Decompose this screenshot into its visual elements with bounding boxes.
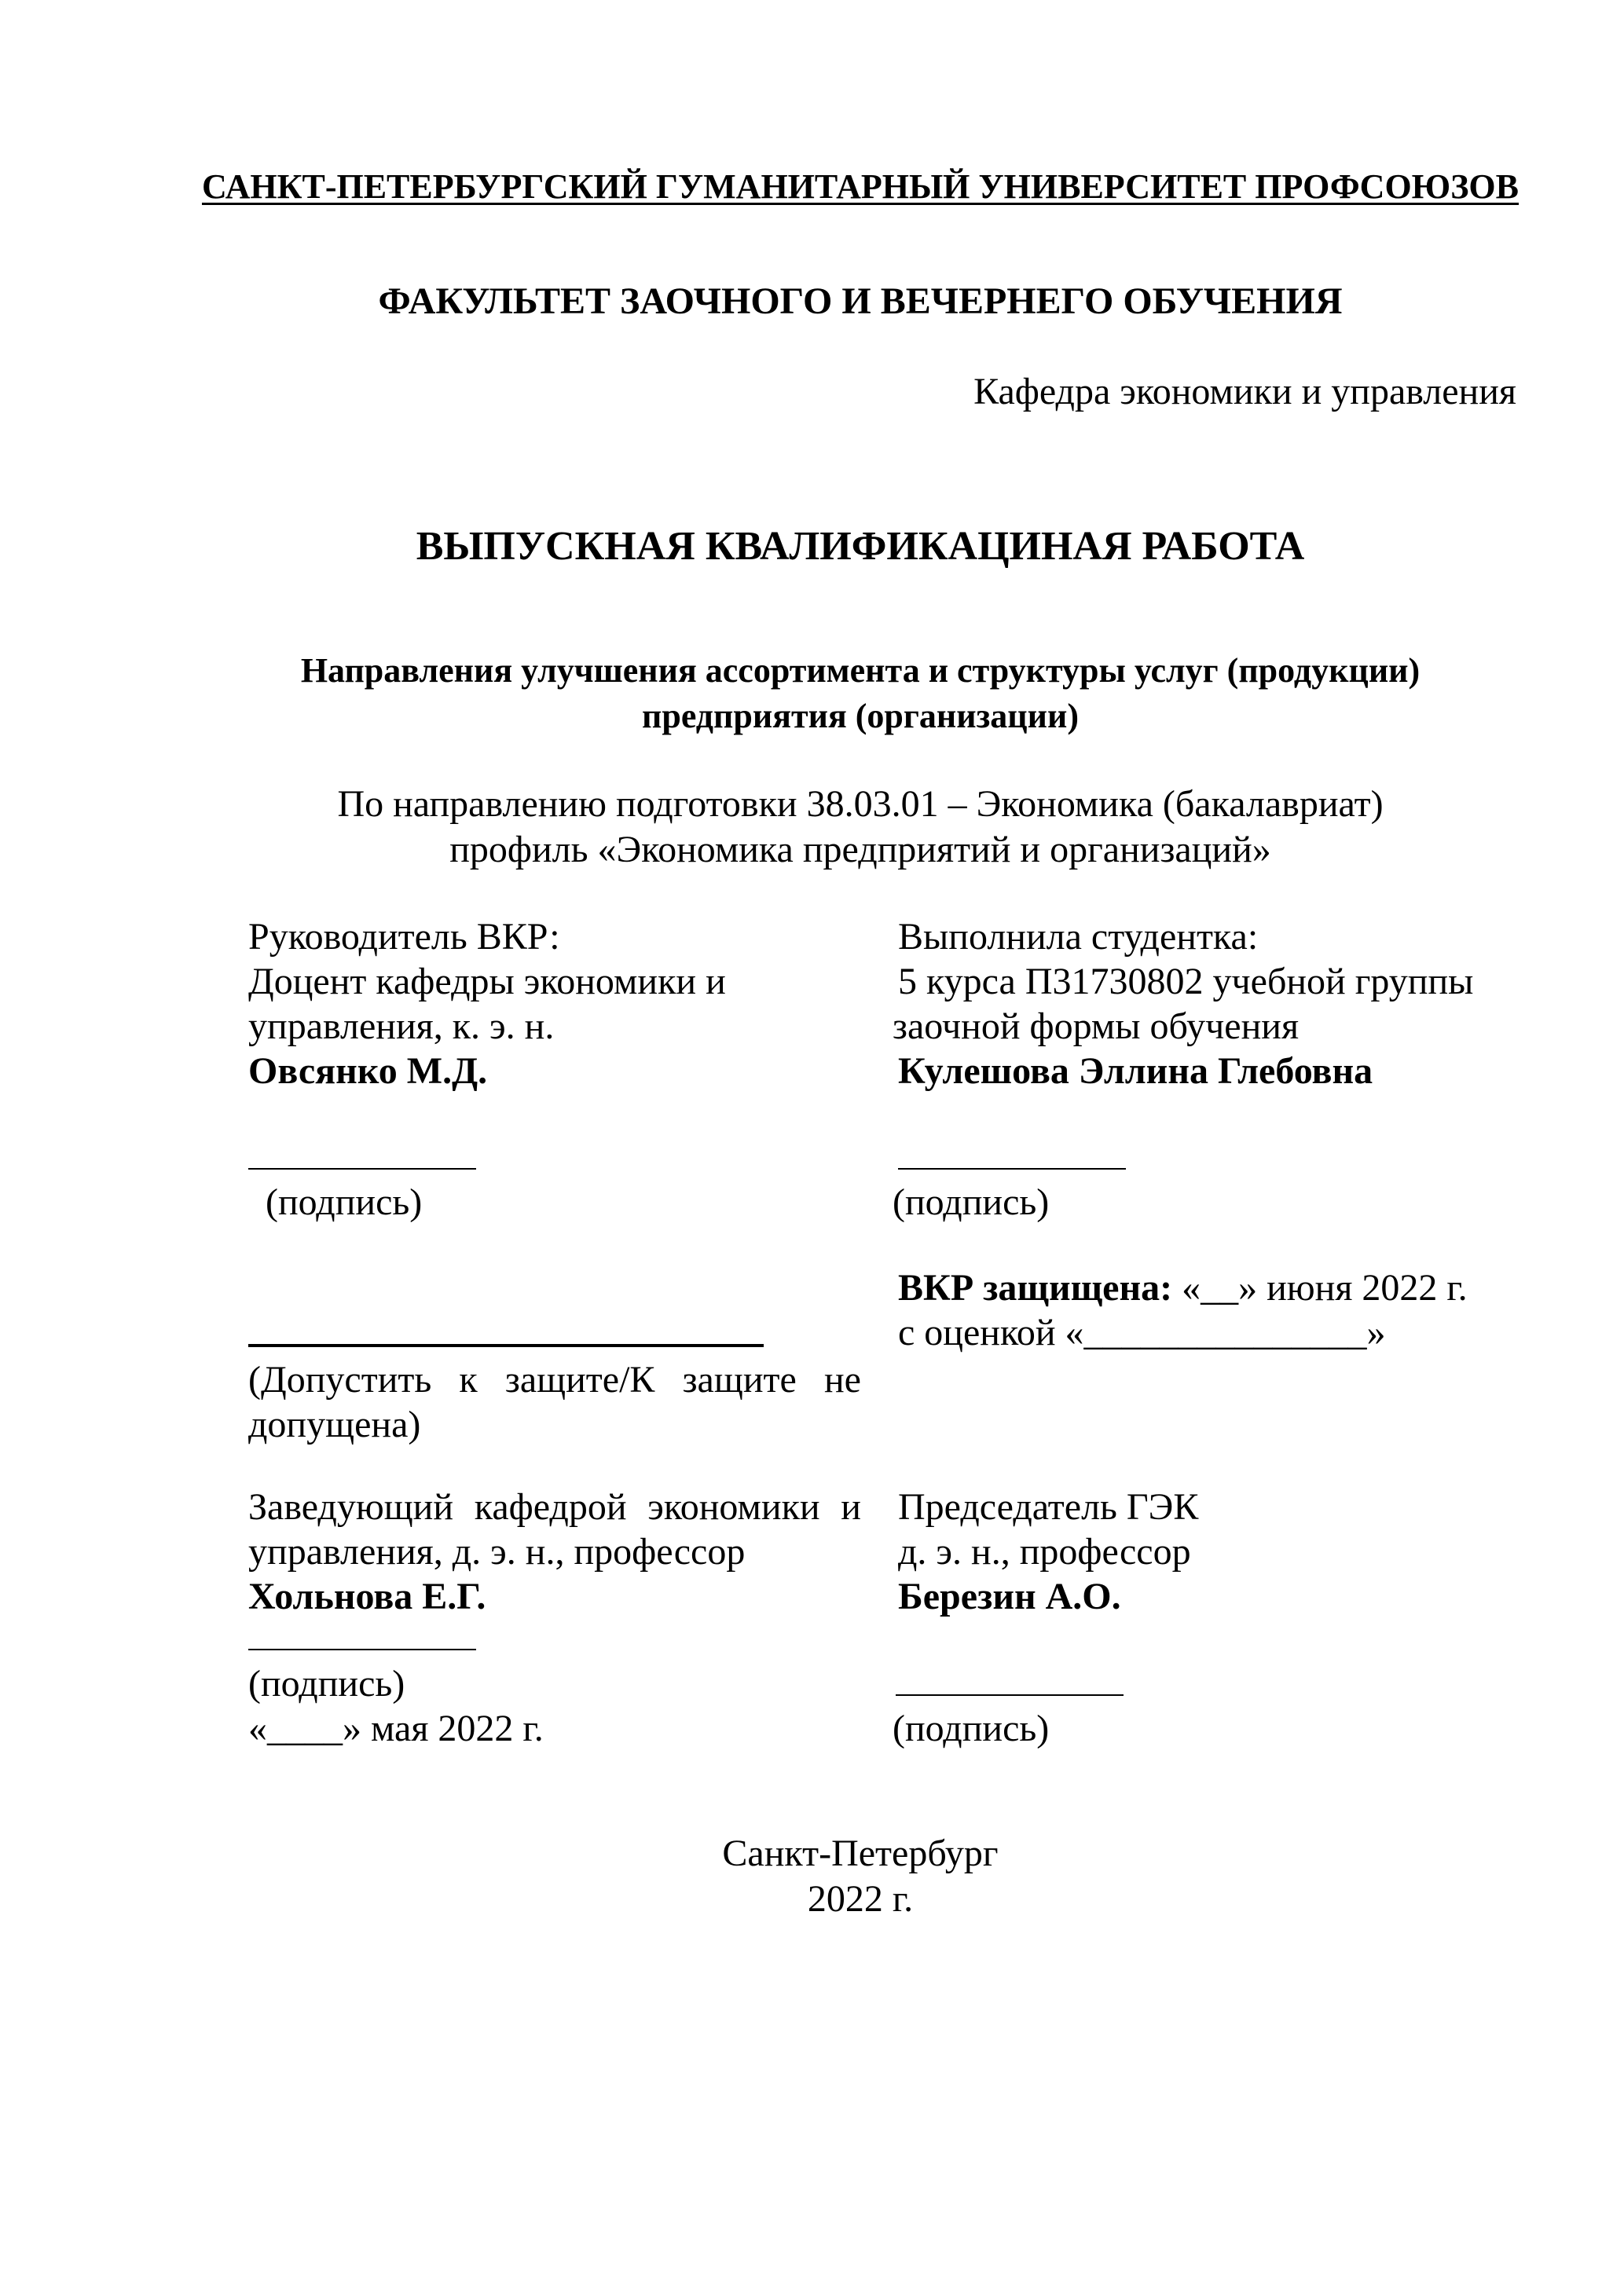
direction-line2: профиль «Экономика предприятий и организаций» — [449, 829, 1271, 870]
head-signature-caption: (подпись) — [248, 1663, 405, 1705]
department-name: Кафедра экономики и управления — [973, 371, 1516, 412]
university-name: САНКТ-ПЕТЕРБУРГСКИЙ ГУМАНИТАРНЫЙ УНИВЕРСИТЕТ ПРОФСОЮЗОВ — [201, 167, 1520, 206]
work-title-line1: Направления улучшения ассортимента и структуры услуг (продукции) — [300, 651, 1421, 690]
head-name: Хольнова Е.Г. — [248, 1576, 486, 1617]
defense-date — [898, 1265, 1468, 1311]
admission-word-5: не — [823, 1359, 861, 1401]
supervisor-label: Руководитель ВКР: — [248, 916, 560, 958]
footer-city: Санкт-Петербург — [722, 1833, 999, 1874]
defense-grade: с оценкой «_______________» — [898, 1312, 1386, 1353]
admission-word-2: к — [459, 1359, 478, 1401]
admission-caption-line2: допущена) — [248, 1404, 421, 1445]
supervisor-position-line1: Доцент кафедры экономики и — [248, 961, 726, 1002]
head-title-line1 — [248, 1485, 861, 1530]
defense-date-text: «__» июня 2022 г. — [1172, 1267, 1468, 1309]
defense-label: ВКР защищена: — [898, 1267, 1173, 1309]
chairman-name: Березин А.О. — [898, 1576, 1121, 1617]
faculty-name: ФАКУЛЬТЕТ ЗАОЧНОГО И ВЕЧЕРНЕГО ОБУЧЕНИЯ — [378, 280, 1343, 322]
chairman-title: Председатель ГЭК — [898, 1486, 1199, 1528]
admission-signature-line — [248, 1344, 764, 1347]
head-date: «____» мая 2022 г. — [248, 1708, 544, 1749]
supervisor-signature-line — [248, 1168, 476, 1170]
head-title-word-4: и — [841, 1486, 861, 1528]
chairman-signature-caption: (подпись) — [893, 1708, 1050, 1749]
admission-word-1: (Допустить — [248, 1359, 432, 1401]
head-signature-line — [248, 1649, 476, 1650]
admission-word-4: защите — [682, 1359, 797, 1401]
chairman-signature-line — [896, 1694, 1124, 1696]
head-title-word-2: кафедрой — [474, 1486, 627, 1528]
work-type: ВЫПУСКНАЯ КВАЛИФИКАЦИНАЯ РАБОТА — [416, 524, 1305, 569]
admission-word-3: защите/К — [504, 1359, 655, 1401]
student-info-line2: заочной формы обучения — [893, 1005, 1300, 1047]
admission-caption-line1 — [248, 1357, 861, 1403]
head-title-word-1: Заведующий — [248, 1486, 454, 1528]
student-signature-caption: (подпись) — [893, 1181, 1050, 1223]
head-title-line2: управления, д. э. н., профессор — [248, 1531, 746, 1573]
student-info-line1: 5 курса П31730802 учебной группы — [898, 961, 1474, 1002]
work-title-line2: предприятия (организации) — [642, 697, 1079, 735]
supervisor-position-line2: управления, к. э. н. — [248, 1005, 555, 1047]
supervisor-signature-caption: (подпись) — [266, 1181, 423, 1223]
student-signature-line — [898, 1168, 1126, 1170]
chairman-degree: д. э. н., профессор — [898, 1531, 1191, 1573]
footer-year: 2022 г. — [807, 1878, 914, 1920]
student-label: Выполнила студентка: — [898, 916, 1259, 958]
supervisor-name: Овсянко М.Д. — [248, 1050, 488, 1092]
direction-line1: По направлению подготовки 38.03.01 – Экономика (бакалавриат) — [337, 783, 1384, 825]
head-title-word-3: экономики — [647, 1486, 820, 1528]
student-name: Кулешова Эллина Глебовна — [898, 1050, 1373, 1092]
